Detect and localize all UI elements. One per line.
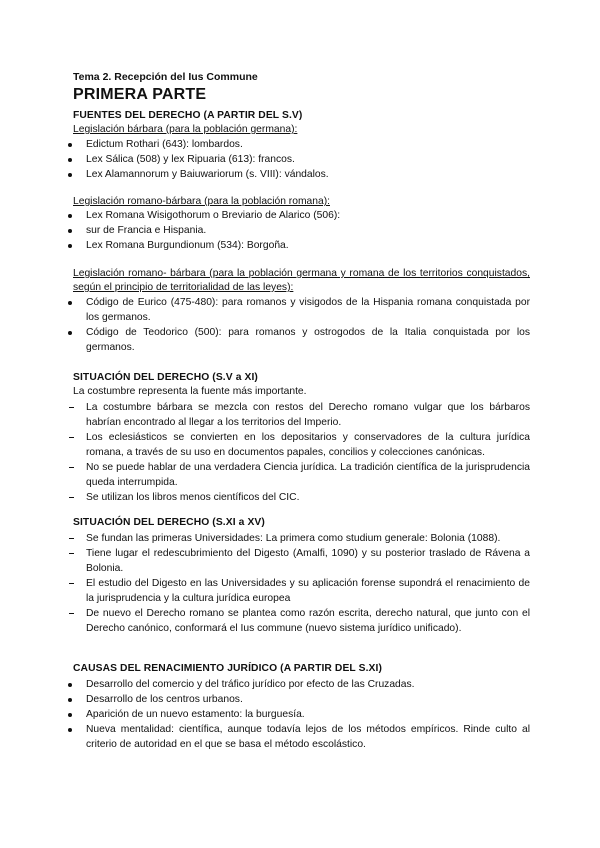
dash-marker — [68, 606, 76, 620]
list-situacion-xi-xv — [56, 531, 530, 636]
list-legislacion-romano-barbara — [56, 208, 530, 253]
document-title: Tema 2. Recepción del Ius Commune — [73, 71, 258, 83]
subheading-legislacion-barbara: Legislación bárbara (para la población germana): — [73, 124, 298, 135]
list-item — [56, 137, 530, 152]
list-item — [56, 325, 530, 355]
bullet-icon — [68, 214, 72, 218]
section-intro-costumbre: La costumbre representa la fuente más importante. — [73, 386, 307, 397]
list-item — [56, 490, 530, 505]
list-item-text: Tiene lugar el redescubrimiento del Digesto (Amalfi, 1090) y su posterior traslado de Rávena a Bolonia. — [86, 548, 530, 574]
list-item — [56, 722, 530, 752]
list-item-text: Lex Romana Wisigothorum o Breviario de Alarico (506): — [86, 210, 341, 221]
list-item — [56, 677, 530, 692]
list-item — [56, 152, 530, 167]
list-item-text: sur de Francia e Hispania. — [86, 225, 207, 236]
section-heading-situacion-xi-xv: SITUACIÓN DEL DERECHO (S.XI a XV) — [73, 517, 265, 528]
list-item-text: El estudio del Digesto en las Universidades y su aplicación forense supondrá el renacimiento de la jurisprudencia y la cultura jurídica europea — [86, 578, 530, 604]
list-causas-renacimiento — [56, 677, 530, 752]
section-heading-causas-renacimiento: CAUSAS DEL RENACIMIENTO JURÍDICO (A PARTIR DEL S.XI) — [73, 663, 382, 674]
section-heading-fuentes: FUENTES DEL DERECHO (A PARTIR DEL S.V) — [73, 110, 303, 121]
list-item — [56, 208, 530, 223]
part-title: PRIMERA PARTE — [73, 86, 207, 103]
list-item — [56, 576, 530, 606]
list-item-text: De nuevo el Derecho romano se plantea como razón escrita, derecho natural, que junto con el Derecho canónico, conformará el Ius commune (nuevo sistema jurídico unificado). — [86, 608, 530, 634]
list-item-text: Nueva mentalidad: científica, aunque todavía lejos de los métodos empíricos. Rinde culto al criterio de autoridad en el que se basa el método escolástico. — [86, 724, 530, 750]
bullet-icon — [68, 158, 72, 162]
bullet-icon — [68, 331, 72, 335]
list-situacion-v-xi — [56, 400, 530, 505]
list-item-text: No se puede hablar de una verdadera Ciencia jurídica. La tradición científica de la jurisprudencia queda interrumpida. — [86, 462, 530, 488]
bullet-icon — [68, 698, 72, 702]
dash-marker — [68, 576, 76, 590]
list-item — [56, 223, 530, 238]
bullet-icon — [68, 301, 72, 305]
dash-marker — [68, 460, 76, 474]
list-item-text: Se utilizan los libros menos científicos del CIC. — [86, 492, 300, 503]
bullet-icon — [68, 229, 72, 233]
list-item — [56, 707, 530, 722]
list-item — [56, 295, 530, 325]
section-heading-situacion-v-xi: SITUACIÓN DEL DERECHO (S.V a XI) — [73, 372, 258, 383]
list-item-text: Edictum Rothari (643): lombardos. — [86, 139, 243, 150]
list-item-text: Los eclesiásticos se convierten en los depositarios y conservadores de la cultura jurídica romana, a través de su uso en documentos papales, concilios y colecciones canónicas. — [86, 432, 530, 458]
list-item — [56, 546, 530, 576]
bullet-icon — [68, 244, 72, 248]
bullet-icon — [68, 173, 72, 177]
dash-marker — [68, 400, 76, 414]
list-item-text: Código de Teodorico (500): para romanos y ostrogodos de la Italia conquistada por los germanos. — [86, 327, 530, 353]
list-legislacion-barbara — [56, 137, 530, 182]
list-item-text: Lex Sálica (508) y lex Ripuaria (613): francos. — [86, 154, 295, 165]
list-item — [56, 238, 530, 253]
list-item-text: Desarrollo del comercio y del tráfico jurídico por efecto de las Cruzadas. — [86, 679, 415, 690]
dash-marker — [68, 430, 76, 444]
list-item-text: Código de Eurico (475-480): para romanos y visigodos de la Hispania romana conquistada por los germanos. — [86, 297, 530, 323]
subheading-legislacion-mixta: Legislación romano- bárbara (para la población germana y romana de los territorios conquistados, según el principio de territorialidad de las leyes): — [73, 268, 530, 293]
list-item — [56, 167, 530, 182]
list-item-text: Desarrollo de los centros urbanos. — [86, 694, 243, 705]
list-item-text: La costumbre bárbara se mezcla con restos del Derecho romano vulgar que los bárbaros habrían encontrado al llegar a los territorios del Imperio. — [86, 402, 530, 428]
list-item — [56, 400, 530, 430]
bullet-icon — [68, 713, 72, 717]
list-item-text: Lex Romana Burgundionum (534): Borgoña. — [86, 240, 289, 251]
list-item — [56, 606, 530, 636]
list-item-text: Se fundan las primeras Universidades: La primera como studium generale: Bolonia (1088). — [86, 533, 501, 544]
bullet-icon — [68, 728, 72, 732]
dash-marker — [68, 546, 76, 560]
list-item — [56, 692, 530, 707]
list-legislacion-mixta — [56, 295, 530, 355]
bullet-icon — [68, 683, 72, 687]
bullet-icon — [68, 143, 72, 147]
list-item-text: Lex Alamannorum y Baiuwariorum (s. VIII): vándalos. — [86, 169, 329, 180]
list-item-text: Aparición de un nuevo estamento: la burguesía. — [86, 709, 305, 720]
list-item — [56, 460, 530, 490]
dash-marker — [68, 531, 76, 545]
subheading-legislacion-romano-barbara: Legislación romano-bárbara (para la población romana): — [73, 196, 330, 207]
list-item — [56, 531, 530, 546]
dash-marker — [68, 490, 76, 504]
list-item — [56, 430, 530, 460]
